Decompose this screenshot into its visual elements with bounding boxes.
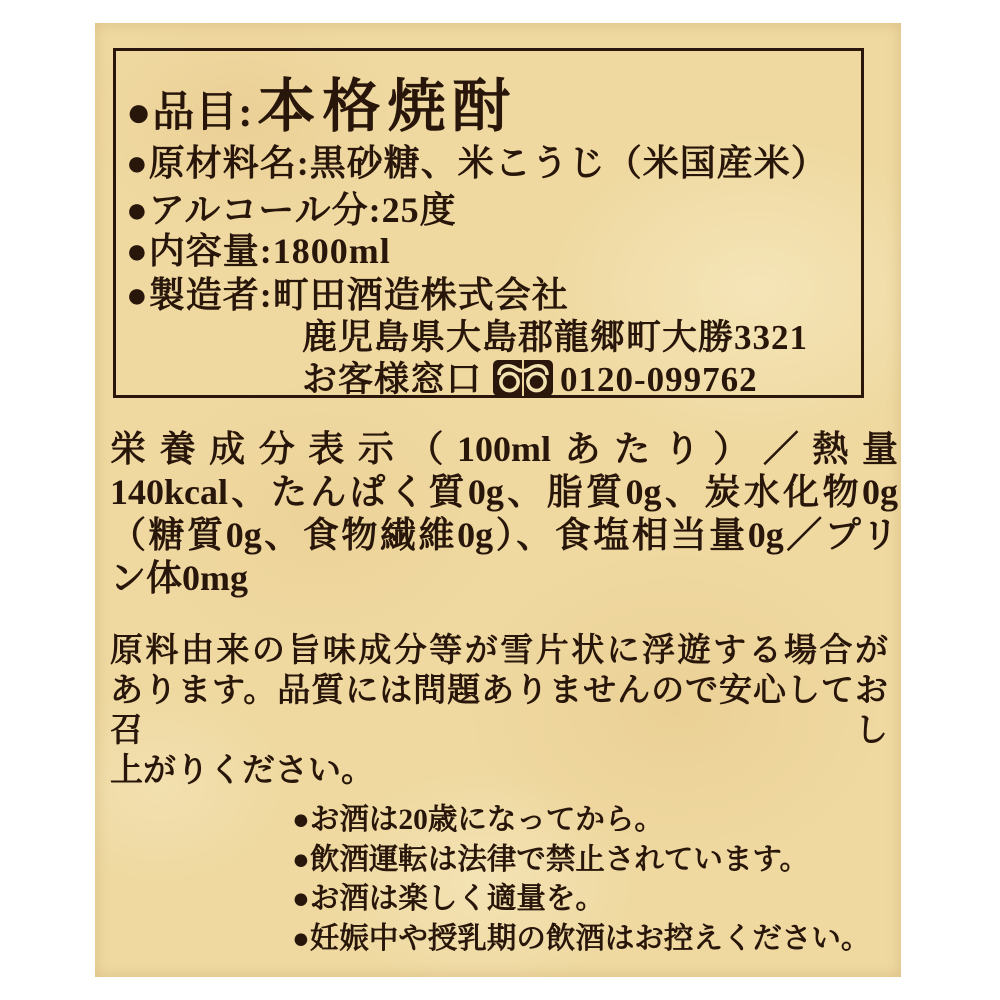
product-type-label: ●品目: bbox=[126, 90, 254, 136]
nutrition-line: ン体0mg bbox=[110, 558, 248, 598]
volume-row: ●内容量:1800ml bbox=[126, 231, 391, 271]
customer-contact-row bbox=[302, 352, 758, 407]
freedial-icon bbox=[492, 358, 554, 407]
nutrition-facts-text bbox=[110, 428, 898, 600]
quality-notice-text bbox=[110, 631, 888, 791]
manufacturer-row: ●製造者:町田酒造株式会社 bbox=[126, 275, 569, 315]
product-info-box bbox=[113, 48, 864, 398]
nutrition-line: （糖質0g、食物繊維0g）、食塩相当量0g／プリ bbox=[110, 515, 898, 555]
warning-item: ●お酒は20歳になってから。 bbox=[292, 804, 664, 836]
alcohol-content-row: ●アルコール分:25度 bbox=[126, 190, 457, 230]
phone-number: 0120-099762 bbox=[560, 360, 758, 399]
product-type-value: 本格焼酎 bbox=[257, 74, 518, 139]
product-type-row bbox=[126, 59, 517, 143]
notice-line: 原料由来の旨味成分等が雪片状に浮遊する場合が bbox=[110, 633, 889, 669]
notice-line: あります。品質には問題ありませんので安心してお召し bbox=[110, 673, 888, 749]
nutrition-line: 140kcal、たんぱく質0g、脂質0g、炭水化物0g bbox=[110, 472, 898, 512]
manufacturer-address: 鹿児島県大島郡龍郷町大勝3321 bbox=[302, 318, 809, 357]
warning-item: ●妊娠中や授乳期の飲酒はお控えください。 bbox=[292, 922, 871, 955]
warning-item: ●飲酒運転は法律で禁止されています。 bbox=[292, 843, 809, 876]
drinking-warnings-list bbox=[292, 801, 892, 959]
nutrition-line: 栄養成分表示（100mlあたり）／熱量 bbox=[110, 429, 898, 469]
label-paper bbox=[95, 23, 901, 977]
notice-line: 上がりください。 bbox=[110, 753, 374, 789]
contact-label: お客様窓口 bbox=[302, 360, 483, 399]
warning-item: ●お酒は楽しく適量を。 bbox=[292, 883, 605, 915]
ingredients-row: ●原材料名:黒砂糖、米こうじ（米国産米） bbox=[126, 143, 828, 183]
